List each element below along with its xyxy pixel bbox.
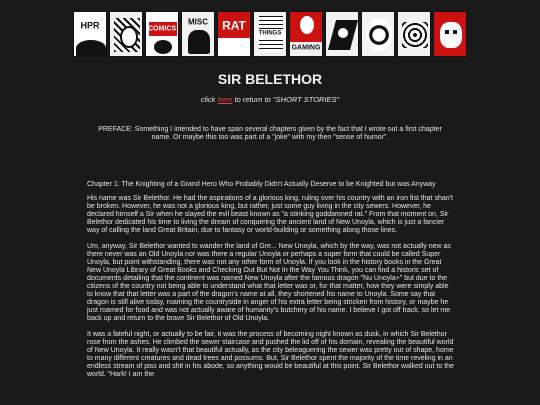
back-prefix: click <box>200 95 218 104</box>
art-icon <box>366 18 392 52</box>
back-link[interactable]: here <box>217 95 233 104</box>
links-icon <box>402 22 428 48</box>
nav-tile-things[interactable] <box>253 11 287 57</box>
hpr-comic-icon: HPR <box>80 20 100 31</box>
back-note <box>0 96 540 104</box>
nav-tile-hpr[interactable] <box>73 11 107 57</box>
gaming-icon: GAMING <box>291 44 321 52</box>
back-suffix: to return to "SHORT STORIES" <box>232 95 340 104</box>
chapter-title: Chapter 1: The Knighting of a Grand Hero Who Probably Didn't Actually Deserve to be Knighted but was Anyway <box>87 181 436 188</box>
story-paragraph-2: Um, anyway, Sir Belethor wanted to wander the land of Gre... New Unoyla, which by the way, was not actually new as there never was an Old Unoyla nor was there a regular Unoyla or perhaps a super form that could be called Super Unoyla, but point withstanding, there was not any other form of Unoyla. If you look in the history books in the Great New Unoyla Library of Great Books and Checking Out But Not In the Way You Think, you can find a historic set of documents detailing that the continent was named New Unoyla after the famous dragon "Nu Unoyla+" but due to the citizens of the country not being able to understand what that letter was or, for that matter, how they were simply able to know that that letter was a part of the dragon's name at all, they shortened his name to Unoyla. Some say that dragon is still alive today, roaming the countryside in anger of his extra letter being stricken from history, or maybe he just roamed for food and was not actually aware of humanity's butchery of his name. I believe I got off track, so let me back up and return to the brave Sir Belethor of Old Unoyla. <box>87 243 451 322</box>
story-paragraph-1: His name was Sir Belethor. He had the aspirations of a glorious king, ruling over his country with an iron fist that shan't be broken. However, he was not a glorious king, but rather, just some guy living in the city sewers. However, he declared himself a Sir when he slayed the evil beast known as "a stinking goddamned rat." From that moment on, Sir Belethor dedicated his time to living the dream of conquering the ancient land of New Unoyla, which is just a fancier way of calling the land Great Britain, due to fantasy or world-building or something along those lines. <box>87 195 453 234</box>
nav-tile-comics[interactable] <box>145 11 179 57</box>
sketch-icon <box>120 26 138 48</box>
face-icon <box>440 22 462 48</box>
nav-tile-rat[interactable] <box>217 11 251 57</box>
nav-tile-gaming[interactable] <box>289 11 323 57</box>
misc-icon: MISC <box>188 17 208 27</box>
rat-icon: RAT <box>222 18 246 33</box>
nav-tile-links[interactable] <box>397 11 431 57</box>
preface: PREFACE: Something I intended to have span several chapters given by the fact that I wrote out a first chapter name. Or maybe this too was part of a "joke" with my then "sense of humor". <box>98 126 442 141</box>
comics-icon: COMICS <box>148 25 176 33</box>
nav-tile-art[interactable] <box>361 11 395 57</box>
banner <box>0 0 540 57</box>
things-icon: THINGS <box>254 30 286 39</box>
nav-tile-sketch[interactable] <box>109 11 143 57</box>
nav-tile-face[interactable] <box>433 11 467 57</box>
story-body <box>87 181 454 387</box>
nav-tile-misc[interactable] <box>181 11 215 57</box>
nav-tile-pen[interactable] <box>325 11 359 57</box>
story-paragraph-3: It was a fateful night, or actually to be fair, it was the process of becoming night known as dusk, in which Sir Belethor rose from the ashes. He climbed the sewer staircase and pushed the lid off of his domain, revealing the beautiful world of New Unoyla. It really wasn't that beautiful actually, as the city beleaguering the sewer was pretty out of shape, home to many different creatures and dead trees and possums. But, Sir Belethor spent the majority of the time reveling in an endless stream of piss and shit in his abode, so anything would be beautiful at this point. Sir Belethor walked out to the world. "Hark! I am the <box>87 331 454 378</box>
page-title: SIR BELETHOR <box>217 71 323 87</box>
